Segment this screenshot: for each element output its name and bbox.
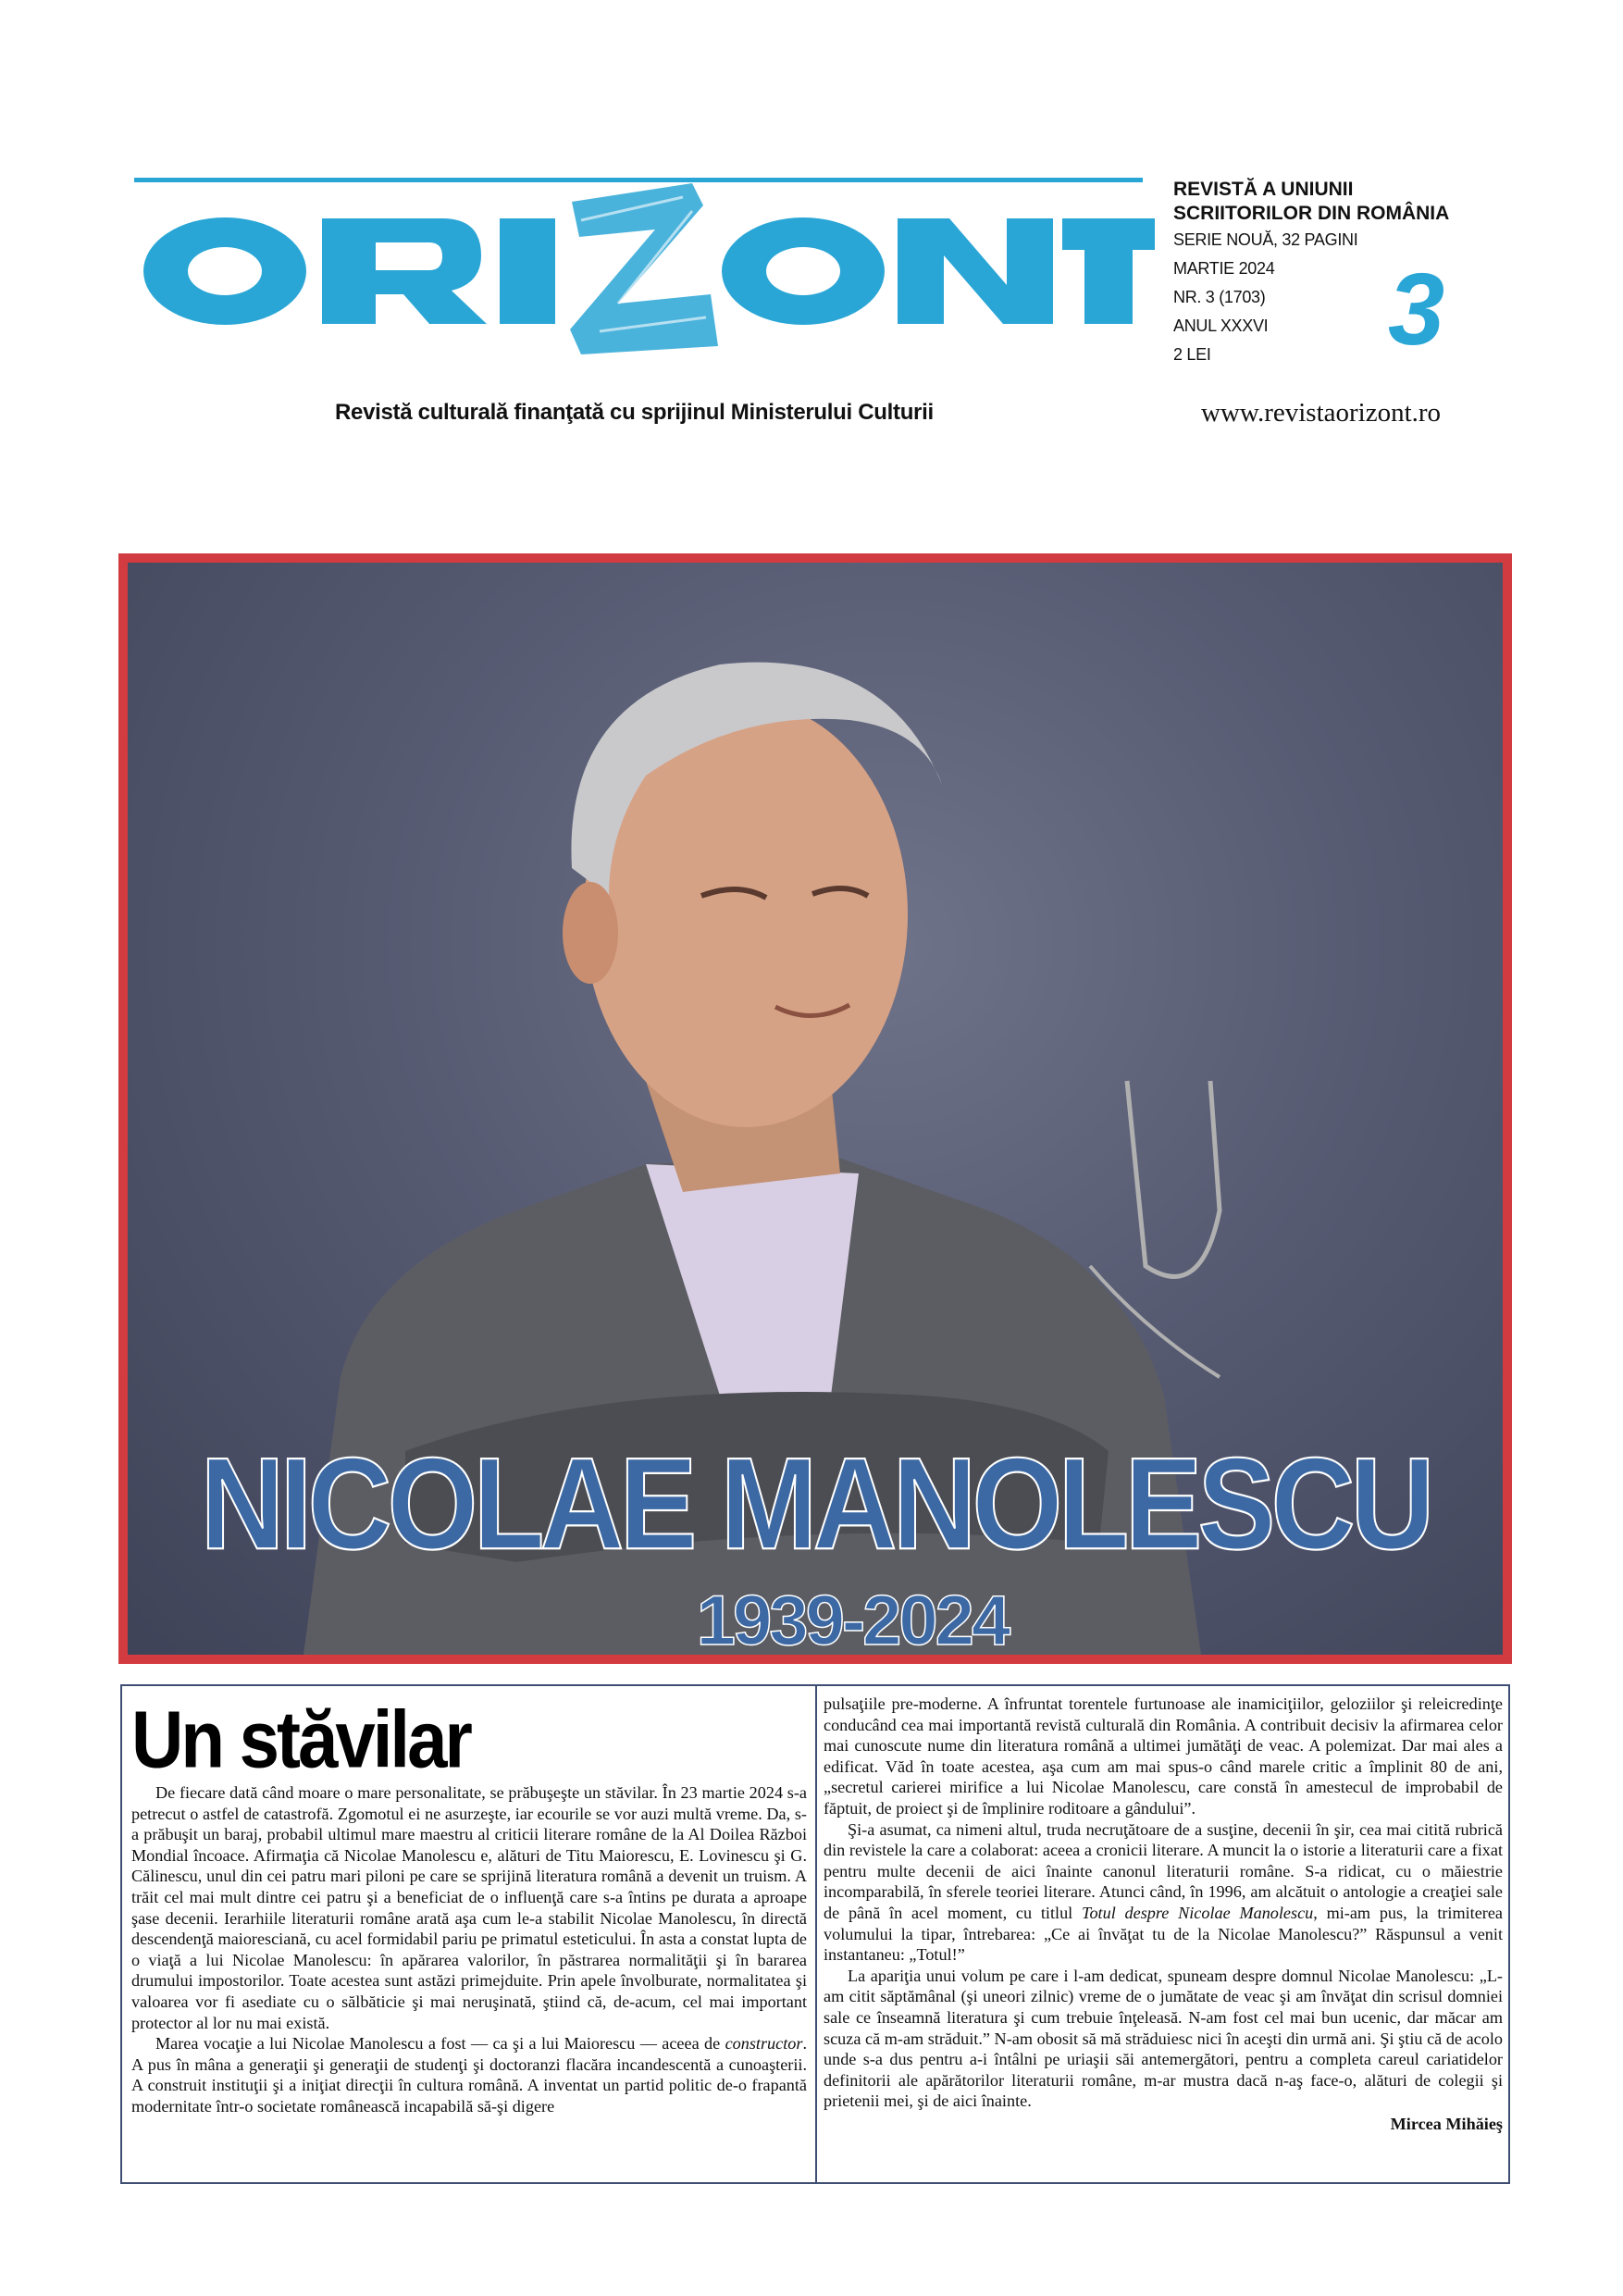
article-column-left xyxy=(131,1694,807,2117)
logo-letter-i xyxy=(500,218,555,324)
issue-date: MARTIE 2024 xyxy=(1173,259,1275,278)
publisher: REVISTĂ A UNIUNII SCRIITORILOR DIN ROMÂNIA xyxy=(1173,179,1450,224)
issue-number: NR. 3 (1703) xyxy=(1173,288,1266,306)
tagline: Revistă culturală finanţată cu sprijinul Ministerului Culturii xyxy=(335,400,934,425)
orizont-logo xyxy=(137,165,1155,359)
logo-underline xyxy=(134,178,1143,182)
paragraph-text: Şi-a asumat, ca nimeni altul, truda necruţătoare de a susţine, decenii în şir, cea mai citită rubrică din revistele la care a colaborat: aceea a cronicii literare. A muncit la o istorie a literaturii care a fixat pentru multe decenii de aici înainte canonul literaturii române. S-a ridicat, cu o măiestrie incomparabilă, în sferele teoriei literare. Atunci când, în 1996, am alcătuit o antologie a creaţiei sale de până în acel moment, cu titlul xyxy=(824,1819,1503,1922)
article xyxy=(120,1684,1510,2184)
cover-photo-frame xyxy=(118,553,1512,1664)
website-link[interactable]: www.revistaorizont.ro xyxy=(1201,398,1442,428)
logo-letter-t xyxy=(1062,218,1155,324)
volume-year: ANUL XXXVI xyxy=(1173,316,1269,335)
article-title: Un stăvilar xyxy=(131,1693,470,1785)
paragraph-emphasis: constructor xyxy=(725,2034,803,2054)
logo-letter-z xyxy=(570,183,718,354)
article-paragraph: De fiecare dată când moare o mare personalitate, se prăbuşeşte un stăvilar. În 23 martie 2024 s-a petrecut o astfel de catastrofă. Zgomotul ei ne asurzeşte, iar ecourile se vor auzi multă vreme. Da, s-a prăbuşit un baraj, probabil ultimul mare maestru al criticii literare române de la Al Doilea Război Mondial încoace. Afirmaţia că Nicolae Manolescu e, alături de Titu Maiorescu, E. Lovinescu şi G. Călinescu, unul din cei patru mari piloni pe care se sprijină literatura română a devenit un truism. A trăit cel mai mult dintre cei patru şi a beneficiat de o influenţă care s-a întins pe durata a aproape şase decenii. Ierarhiile literaturii române arată aşa cum le-a stabilit Nicolae Manolescu, în directă descendenţă maioresciană, cu acel formidabil pariu pe primatul esteticului. În asta a constat lupta de o viaţă a lui Nicolae Manolescu: în apărarea valorilor, în păstrarea normalităţii şi în bararea drumului impostorilor. Toate acestea sunt astăzi primejduite. Prin apele învolburate, normalitatea şi valoarea vor fi asediate cu o sălbăticie şi mai neruşinată, ştiind că, de-acum, cel mai important protector al lor nu mai există. xyxy=(131,1783,807,2032)
column-divider xyxy=(815,1686,817,2182)
masthead xyxy=(0,0,1623,463)
paragraph-text: . A pus în mâna a generaţii şi generaţii de studenţi şi doctoranzi flacăra incandescentă a cunoaşterii. A construit instituţii şi a iniţiat direcţii în cultura română. A inventat un partid politic de-o frapantă modernitate într-o societate românească incapabilă să-şi digere xyxy=(131,2034,807,2116)
issue-number-large: 3 xyxy=(1388,253,1445,366)
article-paragraph xyxy=(824,1819,1503,1966)
article-author: Mircea Mihăieş xyxy=(1390,2114,1503,2133)
paragraph-text: Marea vocaţie a lui Nicolae Manolescu a fost — ca şi a lui Maiorescu — aceea de xyxy=(155,2034,725,2054)
article-paragraph: La apariţia unui volum pe care i l-am dedicat, spuneam despre domnul Nicolae Manolescu: „L-am citit săptămânal (şi uneori zilnic) vreme de o jumătate de veac şi am învăţat din scrisul domniei sale ce înseamnă literatura şi cum trebuie înţeleasă. N-am fost cel mai bun ucenic, dar măcar am scuza că m-am străduit.” N-am obosit să mă străduiesc nici în aceşti din urmă ani. Şi ştiu că de acolo unde s-a dus pentru a-i întâlni pe uriaşii săi antemergători, pentru a completa careul cariatidelor definitorii ale apărătorilor literaturii române, m-ar mustra dacă n-aş face-o, alături de colegii şi prietenii mei, şi de aici înainte. xyxy=(824,1966,1503,2111)
orizont-logo-graphic xyxy=(137,165,1155,359)
series: SERIE NOUĂ, 32 PAGINI xyxy=(1173,230,1358,249)
cover-headline-name: NICOLAE MANOLESCU xyxy=(200,1430,1431,1577)
article-column-right xyxy=(824,1694,1503,2134)
logo-letter-n xyxy=(898,218,1053,324)
cover-photo xyxy=(128,563,1503,1655)
article-paragraph xyxy=(131,2033,807,2116)
article-paragraph: pulsaţiile pre-moderne. A înfruntat torentele furtunoase ale inamiciţiilor, geloziilor şi releicredinţe conducând cea mai importantă revistă culturală din România. A contribuit decisiv la afirmarea celor mai cunoscute nume din literatura română a ultimei jumătăţi de veac. A polemizat. Dar mai ales a edificat. Văd în toate acestea, aşa cum am mai spus-o când marele critic a împlinit 80 de ani, „secretul carierei mirifice a lui Nicolae Manolescu, care constă în amestecul de improbabil de făptuit, de proiect şi de împlinire roditoare a gândului”. xyxy=(824,1694,1503,1818)
price: 2 LEI xyxy=(1173,345,1211,364)
portrait-glasses xyxy=(1127,1081,1220,1276)
logo-letter-r xyxy=(322,218,487,324)
cover-headline-years: 1939-2024 xyxy=(696,1582,1009,1655)
paragraph-emphasis: Totul despre Nicolae Manolescu xyxy=(1082,1903,1314,1922)
paragraph-text: , mi-am pus, la trimiterea volumului la tipar, întrebarea: „Ce ai învăţat tu de la Nicolae Manolescu?” Răspunsul a venit instantaneu: „Totul!” xyxy=(824,1903,1504,1965)
